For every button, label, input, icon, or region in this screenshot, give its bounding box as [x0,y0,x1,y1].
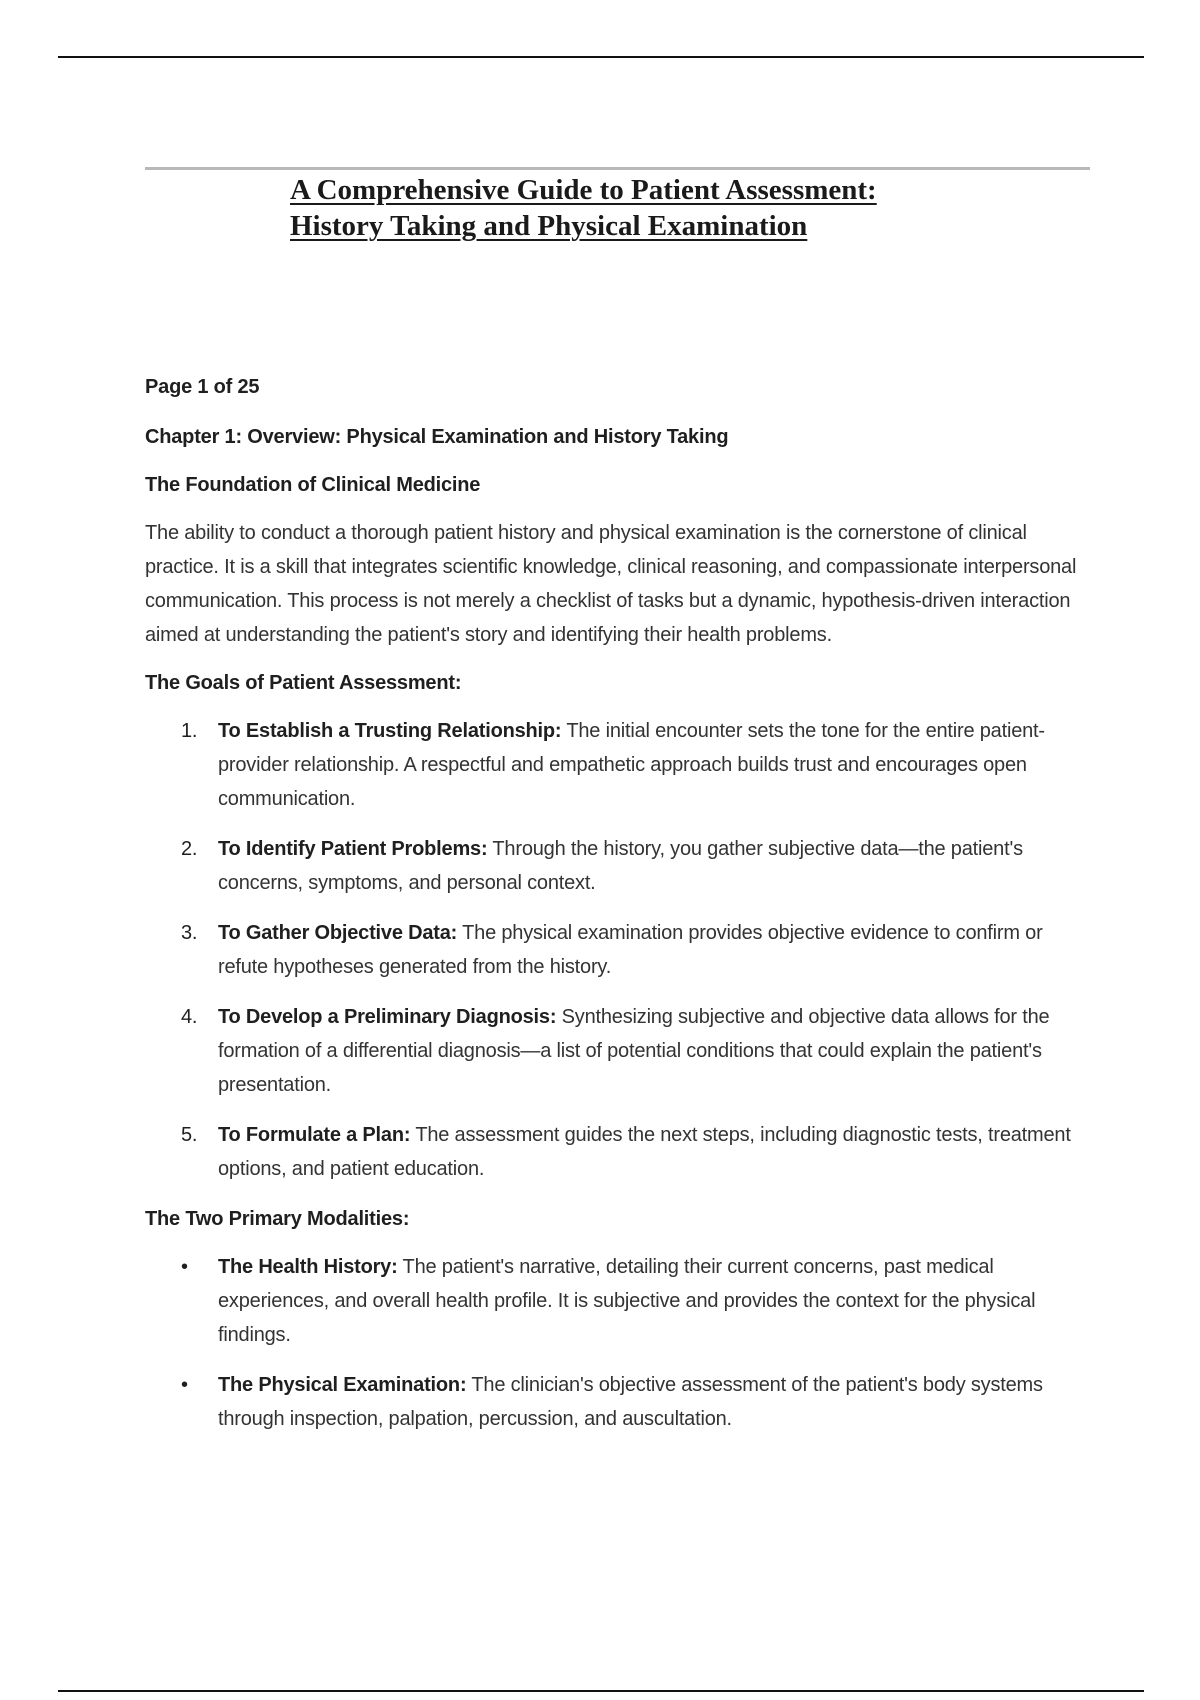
list-item-lead: To Establish a Trusting Relationship: [218,720,562,742]
goals-list [145,714,1080,1186]
list-number: 3. [181,922,198,944]
list-item-lead: The Physical Examination: [218,1374,467,1396]
document-title [290,172,1090,244]
list-item-lead: The Health History: [218,1256,398,1278]
bullet-icon: • [181,1374,188,1396]
bottom-rule [58,1690,1144,1692]
list-item [145,916,1080,984]
list-item-text: The patient's narrative, detailing their current concerns, past medical experiences, and overall health profile. It is subjective and provides the context for the physical findings. [218,1256,1036,1346]
document-body [145,370,1080,1452]
list-item-lead: To Identify Patient Problems: [218,838,488,860]
title-line-1: A Comprehensive Guide to Patient Assessment: [290,174,877,206]
list-item-text: Through the history, you gather subjective data—the patient's concerns, symptoms, and personal context. [218,838,1023,894]
list-item [145,1368,1080,1436]
page-number: Page 1 of 25 [145,376,260,398]
modalities-list [145,1250,1080,1436]
title-rule [145,167,1090,170]
list-item [145,714,1080,816]
list-item-lead: To Develop a Preliminary Diagnosis: [218,1006,557,1028]
list-item [145,1118,1080,1186]
list-number: 4. [181,1006,198,1028]
title-line-2: History Taking and Physical Examination [290,210,808,242]
list-item-text: The clinician's objective assessment of the patient's body systems through inspection, palpation, percussion, and auscultation. [218,1374,1043,1430]
list-number: 2. [181,838,198,860]
list-number: 1. [181,720,198,742]
section-heading-goals: The Goals of Patient Assessment: [145,672,462,694]
list-item-lead: To Gather Objective Data: [218,922,458,944]
list-item [145,1000,1080,1102]
list-item-text: The initial encounter sets the tone for the entire patient-provider relationship. A respectful and empathetic approach builds trust and encourages open communication. [218,720,1045,810]
top-rule [58,56,1144,58]
list-item-lead: To Formulate a Plan: [218,1124,411,1146]
bullet-icon: • [181,1256,188,1278]
list-item-text: The assessment guides the next steps, including diagnostic tests, treatment options, and patient education. [218,1124,1071,1180]
list-number: 5. [181,1124,198,1146]
chapter-heading: Chapter 1: Overview: Physical Examination and History Taking [145,426,729,448]
list-item-text: The physical examination provides objective evidence to confirm or refute hypotheses generated from the history. [218,922,1043,978]
section-heading-modalities: The Two Primary Modalities: [145,1208,410,1230]
list-item-text: Synthesizing subjective and objective data allows for the formation of a differential diagnosis—a list of potential conditions that could explain the patient's presentation. [218,1006,1050,1096]
section-heading-foundation: The Foundation of Clinical Medicine [145,474,481,496]
list-item [145,832,1080,900]
list-item [145,1250,1080,1352]
foundation-paragraph: The ability to conduct a thorough patient history and physical examination is the cornerstone of clinical practice. It is a skill that integrates scientific knowledge, clinical reasoning, and compassionate interpersonal communication. This process is not merely a checklist of tasks but a dynamic, hypothesis-driven interaction aimed at understanding the patient's story and identifying their health problems. [145,522,1077,646]
